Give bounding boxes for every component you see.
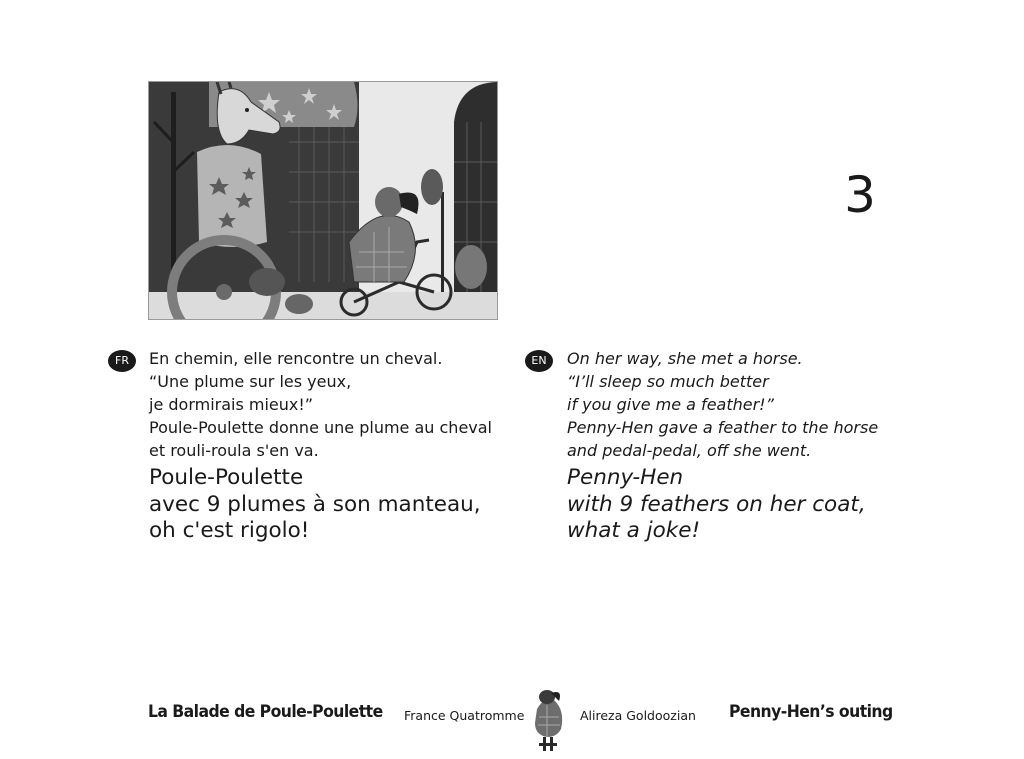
- text-line: Penny-Hen gave a feather to the horse: [567, 418, 879, 437]
- text-line: and pedal-pedal, off she went.: [567, 441, 812, 460]
- page-number: 3: [844, 166, 876, 224]
- refrain-line: what a joke!: [567, 518, 701, 543]
- horse-and-hen-illustration: [149, 82, 498, 320]
- french-language-badge: FR: [108, 350, 136, 372]
- story-illustration: [148, 81, 498, 320]
- refrain: [149, 465, 529, 545]
- text-line: “Une plume sur les yeux,: [149, 372, 352, 391]
- refrain: [567, 465, 947, 545]
- hen-mascot-icon: [527, 687, 569, 755]
- text-line: On her way, she met a horse.: [567, 349, 803, 368]
- author-name: France Quatromme: [404, 708, 525, 723]
- refrain-line: oh c'est rigolo!: [149, 518, 310, 543]
- text-line: et rouli-roula s'en va.: [149, 441, 319, 460]
- refrain-line: Penny-Hen: [567, 465, 684, 490]
- text-line: je dormirais mieux!”: [149, 395, 314, 414]
- refrain-line: Poule-Poulette: [149, 465, 304, 490]
- book-title-english: Penny-Hen’s outing: [729, 702, 893, 722]
- illustrator-name: Alireza Goldoozian: [580, 708, 696, 723]
- text-line: “I’ll sleep so much better: [567, 372, 769, 391]
- text-line: Poule-Poulette donne une plume au cheval: [149, 418, 492, 437]
- refrain-line: with 9 feathers on her coat,: [567, 491, 866, 517]
- text-line: if you give me a feather!”: [567, 395, 774, 414]
- book-title-french: La Balade de Poule-Poulette: [148, 702, 383, 722]
- refrain-line: avec 9 plumes à son manteau,: [149, 491, 481, 517]
- french-text: [149, 347, 529, 545]
- english-text: [567, 347, 947, 545]
- text-line: En chemin, elle rencontre un cheval.: [149, 349, 443, 368]
- english-language-badge: EN: [525, 350, 553, 372]
